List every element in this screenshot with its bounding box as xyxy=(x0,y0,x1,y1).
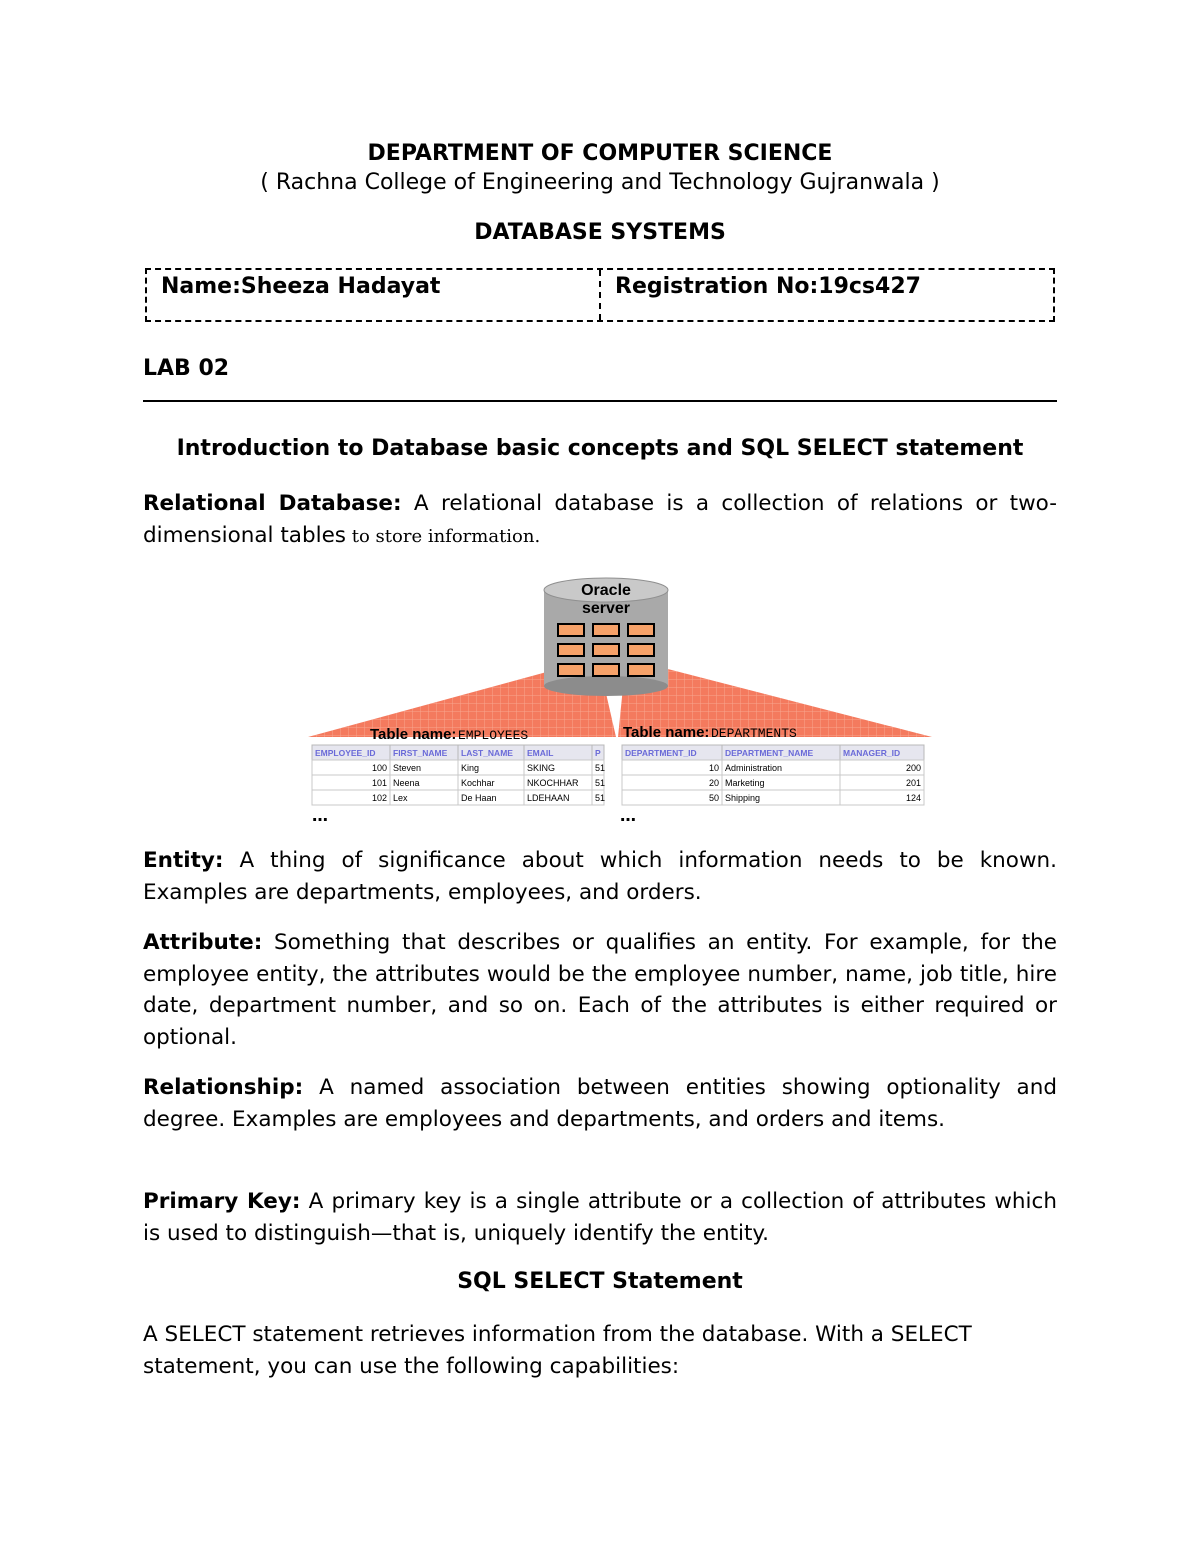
server-label-1: Oracle xyxy=(581,582,631,599)
departments-table-header-label: DEPARTMENT_NAME xyxy=(725,748,814,758)
employees-caption: Table name: xyxy=(370,726,457,743)
term-label: Primary Key: xyxy=(143,1189,301,1214)
definition-text: A thing of significance about which information needs to be known. Examples are departments, employees, and orders. xyxy=(143,848,1057,905)
entity-paragraph xyxy=(143,845,1057,908)
relational-database-figure xyxy=(300,575,940,825)
employees-table-cell-value: 102 xyxy=(371,793,387,803)
employees-ellipsis: … xyxy=(312,806,328,825)
employees-table-cell-value: Steven xyxy=(393,763,422,773)
sql-intro-paragraph: A SELECT statement retrieves information from the database. With a SELECT statement, you can use the following capabilities: xyxy=(143,1322,972,1379)
student-info-box xyxy=(145,268,1055,322)
departments-table-header-label: MANAGER_ID xyxy=(843,748,901,758)
employees-table-cell-value: De Haan xyxy=(461,793,497,803)
employees-table-cell-value: Kochhar xyxy=(461,778,495,788)
definition-text: A primary key is a single attribute or a collection of attributes which is used to distinguish—that is, uniquely identify the entity. xyxy=(143,1189,1057,1246)
term-label: Relationship: xyxy=(143,1075,304,1100)
main-heading: Introduction to Database basic concepts and SQL SELECT statement xyxy=(176,436,1024,461)
college-name: ( Rachna College of Engineering and Technology Gujranwala ) xyxy=(260,170,940,195)
employees-table-cell-value: LDEHAAN xyxy=(527,793,570,803)
employees-table-cell-value: 101 xyxy=(371,778,387,788)
employees-table-header-label: EMAIL xyxy=(527,748,554,758)
department-title: DEPARTMENT OF COMPUTER SCIENCE xyxy=(367,141,833,166)
employees-table-cell-value: 51 xyxy=(595,793,606,803)
departments-name: DEPARTMENTS xyxy=(711,726,797,741)
employees-table-cell-value: SKING xyxy=(527,763,556,773)
definition-text: Something that describes or qualifies an entity. For example, for the employee entity, the attributes would be the employee number, name, job title, hire date, department number, and so on. Each of the attributes is either required or optional. xyxy=(143,930,1057,1050)
table-grid-icon xyxy=(558,624,654,676)
employees-table-header-label: EMPLOYEE_ID xyxy=(315,748,376,758)
term-label: Attribute: xyxy=(143,930,263,955)
employees-table-header-label: LAST_NAME xyxy=(461,748,513,758)
employees-table-cell-value: King xyxy=(461,763,480,773)
employees-table-cell-value: Neena xyxy=(393,778,420,788)
employees-table-cell-value: NKOCHHAR xyxy=(527,778,579,788)
departments-ellipsis: … xyxy=(620,806,636,825)
term-label: Relational Database: xyxy=(143,491,402,516)
registration-number: Registration No:19cs427 xyxy=(599,270,1053,320)
departments-table-cell-value: 124 xyxy=(905,793,921,803)
departments-table-cell-value: 201 xyxy=(905,778,921,788)
course-title: DATABASE SYSTEMS xyxy=(474,220,726,245)
employees-table-header-label: P xyxy=(595,748,601,758)
departments-caption: Table name: xyxy=(623,724,710,741)
student-name: Name:Sheeza Hadayat xyxy=(161,274,441,299)
divider xyxy=(143,400,1057,402)
definition-text: A named association between entities showing optionality and degree. Examples are employees and departments, and orders and items. xyxy=(143,1075,1057,1132)
sql-heading: SQL SELECT Statement xyxy=(457,1269,743,1294)
relationship-paragraph xyxy=(143,1072,1057,1135)
departments-table-cell-value: 50 xyxy=(708,793,719,803)
departments-table-cell-value: Marketing xyxy=(725,778,765,788)
employees-table xyxy=(312,745,605,805)
employees-table-cell-value: 51 xyxy=(595,763,606,773)
departments-table-cell xyxy=(622,760,722,775)
departments-table xyxy=(622,745,924,805)
attribute-paragraph xyxy=(143,927,1057,1053)
lab-title: LAB 02 xyxy=(143,356,230,381)
definition-tail: to store information. xyxy=(346,525,541,547)
departments-table-cell xyxy=(622,775,722,790)
departments-table-cell xyxy=(622,790,722,805)
departments-table-cell-value: 10 xyxy=(708,763,719,773)
definition-text: A relational database is a collection of relations or two-dimensional tables xyxy=(143,491,1057,548)
departments-table-cell-value: 20 xyxy=(708,778,719,788)
employees-name: EMPLOYEES xyxy=(458,728,529,743)
relational-database-paragraph xyxy=(143,488,1057,552)
employees-table-cell-value: 100 xyxy=(371,763,387,773)
employees-table-cell-value: Lex xyxy=(393,793,408,803)
departments-table-cell-value: 200 xyxy=(905,763,921,773)
departments-table-header-label: DEPARTMENT_ID xyxy=(625,748,697,758)
employees-table-cell-value: 51 xyxy=(595,778,606,788)
server-label-2: server xyxy=(581,600,631,617)
departments-table-cell-value: Administration xyxy=(725,763,783,773)
primary-key-paragraph xyxy=(143,1186,1057,1249)
employees-table-header-label: FIRST_NAME xyxy=(393,748,448,758)
departments-table-cell-value: Shipping xyxy=(725,793,761,803)
term-label: Entity: xyxy=(143,848,224,873)
